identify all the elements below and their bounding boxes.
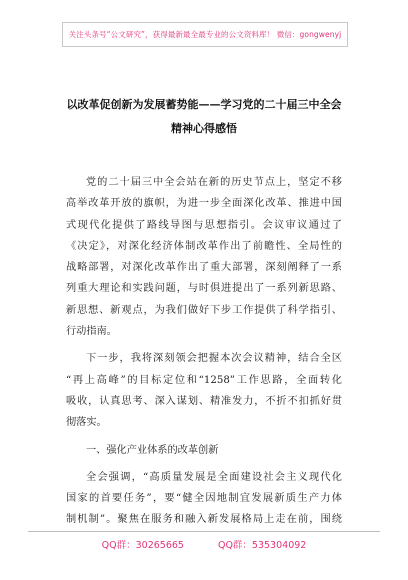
promo-banner-text: 关注头条号“公文研究”，获得最新最全最专业的公文资料库！ 微信：gongwenyj [68, 30, 342, 39]
section-heading: 一、强化产业体系的改革创新 [86, 444, 219, 456]
paragraph-line: 高举改革开放的旗帜，为进一步全面深化改革、推进中国 [66, 198, 342, 210]
paragraph-line: “再上高峰”的目标定位和“1258”工作思路，全面转化 [66, 374, 342, 386]
paragraph-line: 式现代化提供了路线导图与思想指引。会议审议通过了 [66, 219, 342, 231]
footer-qq-group-1[interactable]: QQ群：30265665 [101, 540, 184, 551]
paragraph-line: 新思想、新观点，为我们做好下步工作提供了科学指引、 [66, 304, 342, 316]
document-subtitle: 精神心得感悟 [171, 122, 237, 135]
paragraph-line: 制机制”。聚焦在服务和融入新发展格局上走在前，围绕 [66, 514, 342, 526]
paragraph-line: 国家的首要任务”，要“健全因地制宜发展新质生产力体 [66, 493, 342, 505]
paragraph-line: 列重大理论和实践问题，与时俱进提出了一系列新思路、 [66, 283, 342, 295]
paragraph-line: 彻落实。 [66, 417, 107, 429]
paragraph-line: 吸收，认真思考、深入谋划、精准发力，不折不扣抓好贯 [66, 395, 342, 407]
document-body [66, 172, 342, 531]
footer-qq-group-2[interactable]: QQ群：535304092 [217, 540, 307, 551]
footer-divider [28, 531, 380, 532]
paragraph-line: 全会强调，“高质量发展是全面建设社会主义现代化 [86, 471, 342, 483]
promo-banner[interactable] [62, 22, 348, 47]
paragraph-line: 行动指南。 [66, 326, 117, 338]
paragraph-line: 党的二十届三中全会站在新的历史节点上，坚定不移 [86, 177, 342, 188]
paragraph-line: 下一步，我将深刻领会把握本次会议精神，结合全区 [86, 353, 342, 365]
footer [0, 537, 408, 557]
paragraph-line: 战略部署，对深化改革作出了重大部署，深刻阐释了一系 [66, 262, 342, 274]
document-title: 以改革促创新为发展蓄势能——学习党的二十届三中全会 [66, 98, 342, 111]
paragraph-line: 《决定》，对深化经济体制改革作出了前瞻性、全局性的 [66, 240, 342, 252]
